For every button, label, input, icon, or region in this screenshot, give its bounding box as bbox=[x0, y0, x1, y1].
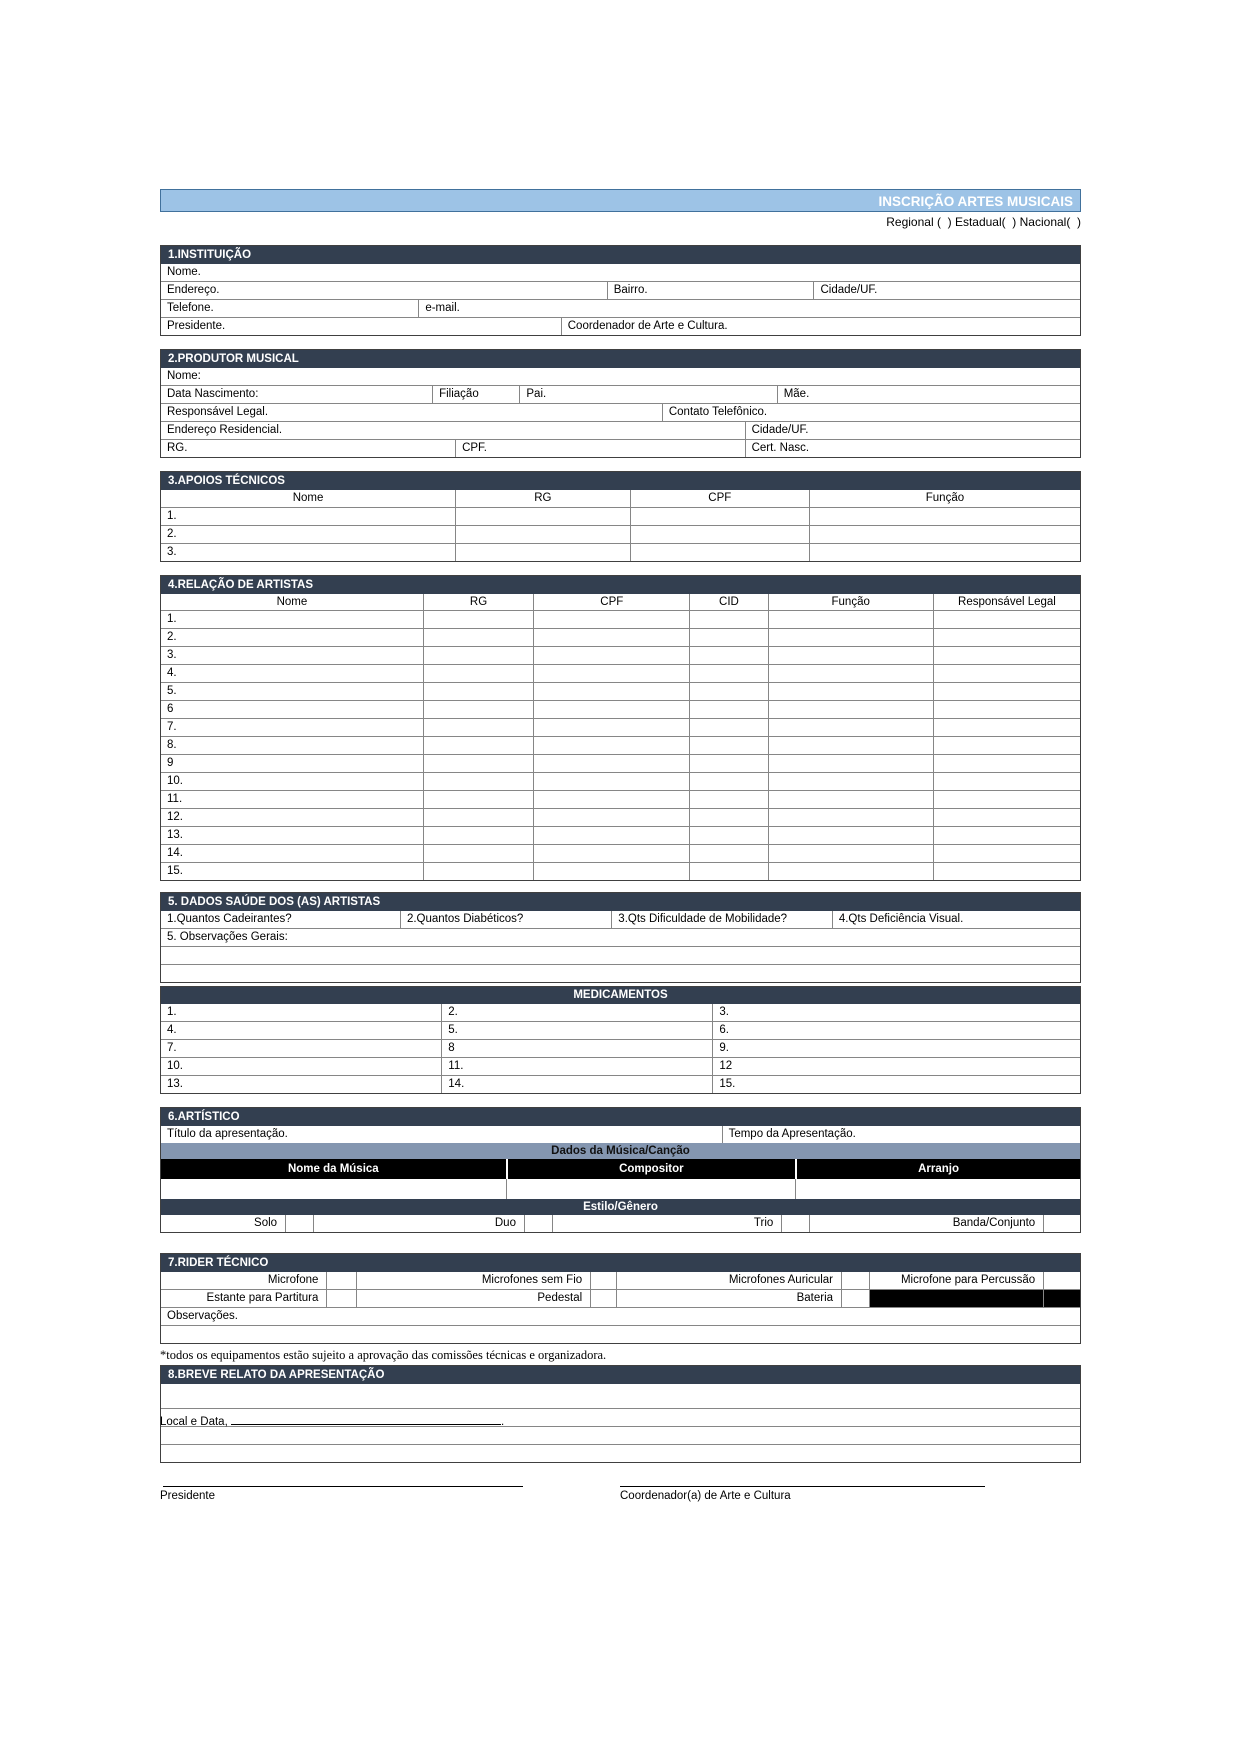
column-header-arranjo: Arranjo bbox=[795, 1159, 1080, 1179]
label-filiacao: Filiação bbox=[432, 386, 519, 403]
field-bairro[interactable]: Bairro. bbox=[607, 282, 814, 299]
column-header-cid: CID bbox=[689, 594, 767, 610]
field-coordenador[interactable]: Coordenador de Arte e Cultura. bbox=[561, 318, 1080, 335]
form-content bbox=[160, 189, 1081, 1476]
artista-cpf-cell[interactable] bbox=[533, 791, 689, 808]
artista-resp-cell[interactable] bbox=[933, 809, 1080, 826]
field-telefone[interactable]: Telefone. bbox=[167, 302, 214, 314]
medicamento-cell[interactable]: 5. bbox=[441, 1022, 712, 1039]
artista-cid-cell[interactable] bbox=[689, 755, 767, 772]
artista-row-number[interactable]: 15. bbox=[167, 865, 183, 877]
artista-row-number[interactable]: 13. bbox=[167, 829, 183, 841]
apoio-funcao-cell[interactable] bbox=[809, 526, 1080, 543]
field-endereco-residencial[interactable]: Endereço Residencial. bbox=[167, 424, 283, 436]
artista-rg-cell[interactable] bbox=[423, 611, 533, 628]
field-rider-observacoes[interactable]: Observações. bbox=[167, 1310, 238, 1322]
medicamento-cell[interactable]: 4. bbox=[167, 1024, 177, 1036]
artista-row-number[interactable]: 7. bbox=[167, 721, 177, 733]
apoio-row-number[interactable]: 2. bbox=[167, 528, 177, 540]
artista-cpf-cell[interactable] bbox=[533, 719, 689, 736]
section-relato-header: 8.BREVE RELATO DA APRESENTAÇÃO bbox=[161, 1366, 1080, 1384]
artista-funcao-cell[interactable] bbox=[768, 863, 933, 880]
artista-cid-cell[interactable] bbox=[689, 719, 767, 736]
artista-cid-cell[interactable] bbox=[689, 665, 767, 682]
section-apoios-tecnicos bbox=[160, 471, 1081, 562]
artista-row-number[interactable]: 2. bbox=[167, 631, 177, 643]
equipment-footnote: *todos os equipamentos estão sujeito a aprovação das comissões técnicas e organizadora. bbox=[160, 1348, 607, 1362]
artista-resp-cell[interactable] bbox=[933, 647, 1080, 664]
artista-rg-cell[interactable] bbox=[423, 863, 533, 880]
apoio-cpf-cell[interactable] bbox=[630, 526, 809, 543]
section-instituicao bbox=[160, 245, 1081, 336]
artista-cpf-cell[interactable] bbox=[533, 773, 689, 790]
artista-cpf-cell[interactable] bbox=[533, 827, 689, 844]
label-estante-partitura: Estante para Partitura bbox=[206, 1292, 319, 1304]
artista-rg-cell[interactable] bbox=[423, 773, 533, 790]
artista-row-number[interactable]: 8. bbox=[167, 739, 177, 751]
estilo-genero-header: Estilo/Gênero bbox=[161, 1199, 1080, 1215]
artista-cid-cell[interactable] bbox=[689, 737, 767, 754]
artista-resp-cell[interactable] bbox=[933, 611, 1080, 628]
medicamento-cell[interactable]: 11. bbox=[441, 1058, 712, 1075]
section-artistico bbox=[160, 1107, 1081, 1233]
artista-cid-cell[interactable] bbox=[689, 647, 767, 664]
artista-cpf-cell[interactable] bbox=[533, 665, 689, 682]
field-endereco[interactable]: Endereço. bbox=[167, 284, 220, 296]
artista-funcao-cell[interactable] bbox=[768, 611, 933, 628]
label-microfones-auricular: Microfones Auricular bbox=[616, 1272, 841, 1289]
artista-cid-cell[interactable] bbox=[689, 611, 767, 628]
musica-column-headers bbox=[161, 1159, 1080, 1179]
artista-cid-cell[interactable] bbox=[689, 629, 767, 646]
artista-funcao-cell[interactable] bbox=[768, 647, 933, 664]
label-duo: Duo bbox=[313, 1215, 524, 1232]
artista-funcao-cell[interactable] bbox=[768, 809, 933, 826]
artista-row-number[interactable]: 4. bbox=[167, 667, 177, 679]
apoio-cpf-cell[interactable] bbox=[630, 508, 809, 525]
section-apoios-header: 3.APOIOS TÉCNICOS bbox=[161, 472, 1080, 490]
artista-row-number[interactable]: 10. bbox=[167, 775, 183, 787]
field-presidente[interactable]: Presidente. bbox=[167, 320, 226, 332]
medicamento-cell[interactable]: 6. bbox=[712, 1022, 1080, 1039]
artista-cid-cell[interactable] bbox=[689, 701, 767, 718]
artista-rg-cell[interactable] bbox=[423, 737, 533, 754]
artista-resp-cell[interactable] bbox=[933, 827, 1080, 844]
scope-checkboxes[interactable]: Regional ( ) Estadual( ) Nacional( ) bbox=[886, 215, 1081, 229]
artista-funcao-cell[interactable] bbox=[768, 845, 933, 862]
apoio-rg-cell[interactable] bbox=[455, 508, 630, 525]
signature-line-coordenador[interactable] bbox=[620, 1470, 985, 1487]
apoio-funcao-cell[interactable] bbox=[809, 544, 1080, 561]
field-contato-telefonico[interactable]: Contato Telefônico. bbox=[662, 404, 1080, 421]
artista-cpf-cell[interactable] bbox=[533, 737, 689, 754]
medicamento-cell[interactable]: 8 bbox=[441, 1040, 712, 1057]
artista-funcao-cell[interactable] bbox=[768, 683, 933, 700]
column-header-funcao: Função bbox=[768, 594, 933, 610]
checkbox-duo[interactable] bbox=[524, 1215, 552, 1232]
checkbox-pedestal[interactable] bbox=[590, 1290, 616, 1307]
field-deficiencia-visual[interactable]: 4.Qts Deficiência Visual. bbox=[832, 911, 1080, 928]
artista-rg-cell[interactable] bbox=[423, 647, 533, 664]
medicamento-cell[interactable]: 13. bbox=[167, 1078, 183, 1090]
artista-resp-cell[interactable] bbox=[933, 629, 1080, 646]
column-header-nome-musica: Nome da Música bbox=[287, 1163, 379, 1175]
artista-rg-cell[interactable] bbox=[423, 791, 533, 808]
signature-label-presidente: Presidente bbox=[160, 1490, 215, 1502]
field-arranjo[interactable] bbox=[795, 1179, 1080, 1199]
artista-resp-cell[interactable] bbox=[933, 683, 1080, 700]
artista-row-number[interactable]: 11. bbox=[167, 793, 183, 805]
medicamento-cell[interactable]: 9. bbox=[712, 1040, 1080, 1057]
field-produtor-nome[interactable]: Nome: bbox=[167, 370, 201, 382]
checkbox-microfone-percussao[interactable] bbox=[1043, 1272, 1080, 1289]
artista-resp-cell[interactable] bbox=[933, 773, 1080, 790]
field-quantos-cadeirantes[interactable]: 1.Quantos Cadeirantes? bbox=[167, 913, 292, 925]
column-header-funcao: Função bbox=[809, 490, 1080, 507]
artista-cpf-cell[interactable] bbox=[533, 863, 689, 880]
field-email[interactable]: e-mail. bbox=[418, 300, 1080, 317]
field-pai[interactable]: Pai. bbox=[519, 386, 776, 403]
label-microfones-sem-fio: Microfones sem Fio bbox=[356, 1272, 590, 1289]
medicamento-cell[interactable]: 10. bbox=[167, 1060, 183, 1072]
section-saude-header: 5. DADOS SAÚDE DOS (AS) ARTISTAS bbox=[161, 893, 1080, 911]
artista-row-number[interactable]: 1. bbox=[167, 613, 177, 625]
artista-cid-cell[interactable] bbox=[689, 827, 767, 844]
field-produtor-cidade-uf[interactable]: Cidade/UF. bbox=[745, 422, 1080, 439]
blocked-cell bbox=[869, 1290, 1044, 1307]
field-cidade-uf[interactable]: Cidade/UF. bbox=[813, 282, 1080, 299]
medicamento-cell[interactable]: 2. bbox=[441, 1004, 712, 1021]
observacoes-blank-line[interactable] bbox=[161, 965, 1080, 982]
artista-cpf-cell[interactable] bbox=[533, 809, 689, 826]
field-nome-musica[interactable] bbox=[161, 1179, 506, 1199]
column-header-nome: Nome bbox=[276, 596, 308, 608]
label-microfone-percussao: Microfone para Percussão bbox=[869, 1272, 1044, 1289]
medicamentos-table bbox=[160, 986, 1081, 1094]
form-title-bar bbox=[160, 189, 1081, 212]
observacoes-blank-line[interactable] bbox=[161, 947, 1080, 964]
label-solo: Solo bbox=[254, 1217, 278, 1229]
field-dificuldade-mobilidade[interactable]: 3.Qts Dificuldade de Mobilidade? bbox=[611, 911, 832, 928]
form-title: INSCRIÇÃO ARTES MUSICAIS bbox=[878, 194, 1073, 209]
medicamento-cell[interactable]: 3. bbox=[712, 1004, 1080, 1021]
medicamento-cell[interactable]: 12 bbox=[712, 1058, 1080, 1075]
section-rider-tecnico bbox=[160, 1253, 1081, 1344]
artista-rg-cell[interactable] bbox=[423, 701, 533, 718]
artista-cid-cell[interactable] bbox=[689, 683, 767, 700]
artista-resp-cell[interactable] bbox=[933, 719, 1080, 736]
artista-funcao-cell[interactable] bbox=[768, 629, 933, 646]
artista-resp-cell[interactable] bbox=[933, 737, 1080, 754]
artista-resp-cell[interactable] bbox=[933, 665, 1080, 682]
relato-blank-line[interactable] bbox=[161, 1445, 1080, 1462]
artista-row-number[interactable]: 12. bbox=[167, 811, 183, 823]
column-header-nome: Nome bbox=[292, 492, 324, 504]
label-bateria: Bateria bbox=[616, 1290, 841, 1307]
artista-cpf-cell[interactable] bbox=[533, 629, 689, 646]
column-header-rg: RG bbox=[423, 594, 533, 610]
column-header-cpf: CPF bbox=[533, 594, 689, 610]
section-dados-saude bbox=[160, 892, 1081, 983]
field-cpf[interactable]: CPF. bbox=[455, 440, 744, 457]
checkbox-bateria[interactable] bbox=[841, 1290, 869, 1307]
checkbox-trio[interactable] bbox=[781, 1215, 809, 1232]
artista-rg-cell[interactable] bbox=[423, 719, 533, 736]
artista-funcao-cell[interactable] bbox=[768, 701, 933, 718]
artista-funcao-cell[interactable] bbox=[768, 773, 933, 790]
section-relacao-artistas bbox=[160, 575, 1081, 881]
blocked-cell bbox=[1043, 1290, 1080, 1307]
section-artistas-header: 4.RELAÇÃO DE ARTISTAS bbox=[161, 576, 1080, 594]
artista-cpf-cell[interactable] bbox=[533, 845, 689, 862]
artista-cpf-cell[interactable] bbox=[533, 701, 689, 718]
checkbox-banda-conjunto[interactable] bbox=[1043, 1215, 1080, 1232]
field-cert-nasc[interactable]: Cert. Nasc. bbox=[745, 440, 1080, 457]
checkbox-estante-partitura[interactable] bbox=[326, 1290, 355, 1307]
artista-cpf-cell[interactable] bbox=[533, 683, 689, 700]
section-instituicao-header: 1.INSTITUIÇÃO bbox=[161, 246, 1080, 264]
field-instituicao-nome[interactable]: Nome. bbox=[167, 266, 201, 278]
signature-label-coordenador: Coordenador(a) de Arte e Cultura bbox=[620, 1490, 791, 1502]
medicamento-cell[interactable]: 15. bbox=[712, 1076, 1080, 1093]
rider-blank-line[interactable] bbox=[161, 1326, 1080, 1343]
artista-resp-cell[interactable] bbox=[933, 755, 1080, 772]
artista-funcao-cell[interactable] bbox=[768, 665, 933, 682]
column-header-cpf: CPF bbox=[630, 490, 809, 507]
field-rg[interactable]: RG. bbox=[167, 442, 188, 454]
medicamento-cell[interactable]: 7. bbox=[167, 1042, 177, 1054]
artista-resp-cell[interactable] bbox=[933, 791, 1080, 808]
label-microfone: Microfone bbox=[267, 1274, 319, 1286]
artista-funcao-cell[interactable] bbox=[768, 791, 933, 808]
artista-resp-cell[interactable] bbox=[933, 701, 1080, 718]
relato-blank-line[interactable] bbox=[161, 1427, 1080, 1444]
artista-funcao-cell[interactable] bbox=[768, 737, 933, 754]
artista-funcao-cell[interactable] bbox=[768, 827, 933, 844]
section-artistico-header: 6.ARTÍSTICO bbox=[161, 1108, 1080, 1126]
artista-rg-cell[interactable] bbox=[423, 845, 533, 862]
artista-rg-cell[interactable] bbox=[423, 629, 533, 646]
artista-cid-cell[interactable] bbox=[689, 773, 767, 790]
artista-rg-cell[interactable] bbox=[423, 755, 533, 772]
checkbox-microfones-sem-fio[interactable] bbox=[590, 1272, 616, 1289]
label-trio: Trio bbox=[552, 1215, 782, 1232]
apoio-rg-cell[interactable] bbox=[455, 526, 630, 543]
section-rider-header: 7.RIDER TÉCNICO bbox=[161, 1254, 1080, 1272]
field-tempo-apresentacao[interactable]: Tempo da Apresentação. bbox=[722, 1126, 1080, 1143]
medicamentos-header: MEDICAMENTOS bbox=[161, 987, 1080, 1004]
artista-rg-cell[interactable] bbox=[423, 809, 533, 826]
relato-blank-line[interactable] bbox=[161, 1384, 1080, 1408]
field-data-nascimento[interactable]: Data Nascimento: bbox=[167, 388, 259, 400]
label-banda-conjunto: Banda/Conjunto bbox=[809, 1215, 1043, 1232]
field-responsavel-legal[interactable]: Responsável Legal. bbox=[167, 406, 269, 418]
artista-cpf-cell[interactable] bbox=[533, 755, 689, 772]
artista-cpf-cell[interactable] bbox=[533, 611, 689, 628]
field-compositor[interactable] bbox=[506, 1179, 795, 1199]
artista-cid-cell[interactable] bbox=[689, 791, 767, 808]
artista-cpf-cell[interactable] bbox=[533, 647, 689, 664]
artista-funcao-cell[interactable] bbox=[768, 719, 933, 736]
artista-row-number[interactable]: 14. bbox=[167, 847, 183, 859]
artista-row-number[interactable]: 5. bbox=[167, 685, 177, 697]
field-titulo-apresentacao[interactable]: Título da apresentação. bbox=[167, 1128, 288, 1140]
checkbox-solo[interactable] bbox=[285, 1215, 313, 1232]
artista-funcao-cell[interactable] bbox=[768, 755, 933, 772]
column-header-compositor: Compositor bbox=[506, 1159, 795, 1179]
local-data-fill-line[interactable] bbox=[231, 1412, 501, 1425]
apoio-row-number[interactable]: 3. bbox=[167, 546, 177, 558]
artista-row-number[interactable]: 9 bbox=[167, 757, 174, 769]
dados-musica-header: Dados da Música/Canção bbox=[161, 1143, 1080, 1159]
section-produtor-musical bbox=[160, 349, 1081, 458]
artista-rg-cell[interactable] bbox=[423, 683, 533, 700]
local-data-line[interactable] bbox=[160, 1412, 504, 1428]
artista-cid-cell[interactable] bbox=[689, 863, 767, 880]
medicamento-cell[interactable]: 1. bbox=[167, 1006, 177, 1018]
artista-cid-cell[interactable] bbox=[689, 809, 767, 826]
column-header-rg: RG bbox=[455, 490, 630, 507]
local-data-label: Local e Data, bbox=[160, 1416, 228, 1428]
field-observacoes-gerais[interactable]: 5. Observações Gerais: bbox=[167, 931, 288, 943]
section-produtor-header: 2.PRODUTOR MUSICAL bbox=[161, 350, 1080, 368]
artista-row-number[interactable]: 6 bbox=[167, 703, 174, 715]
checkbox-microfone[interactable] bbox=[326, 1272, 355, 1289]
medicamento-cell[interactable]: 14. bbox=[441, 1076, 712, 1093]
field-mae[interactable]: Mãe. bbox=[777, 386, 1080, 403]
signature-line-presidente[interactable] bbox=[163, 1470, 523, 1487]
apoio-funcao-cell[interactable] bbox=[809, 508, 1080, 525]
column-header-responsavel-legal: Responsável Legal bbox=[933, 594, 1080, 610]
artista-resp-cell[interactable] bbox=[933, 845, 1080, 862]
checkbox-microfones-auricular[interactable] bbox=[841, 1272, 869, 1289]
artista-resp-cell[interactable] bbox=[933, 863, 1080, 880]
apoio-rg-cell[interactable] bbox=[455, 544, 630, 561]
local-data-period: . bbox=[500, 1416, 505, 1428]
artista-cid-cell[interactable] bbox=[689, 845, 767, 862]
apoio-cpf-cell[interactable] bbox=[630, 544, 809, 561]
field-quantos-diabeticos[interactable]: 2.Quantos Diabéticos? bbox=[400, 911, 611, 928]
artista-rg-cell[interactable] bbox=[423, 665, 533, 682]
artista-row-number[interactable]: 3. bbox=[167, 649, 177, 661]
apoio-row-number[interactable]: 1. bbox=[167, 510, 177, 522]
label-pedestal: Pedestal bbox=[356, 1290, 590, 1307]
artista-rg-cell[interactable] bbox=[423, 827, 533, 844]
